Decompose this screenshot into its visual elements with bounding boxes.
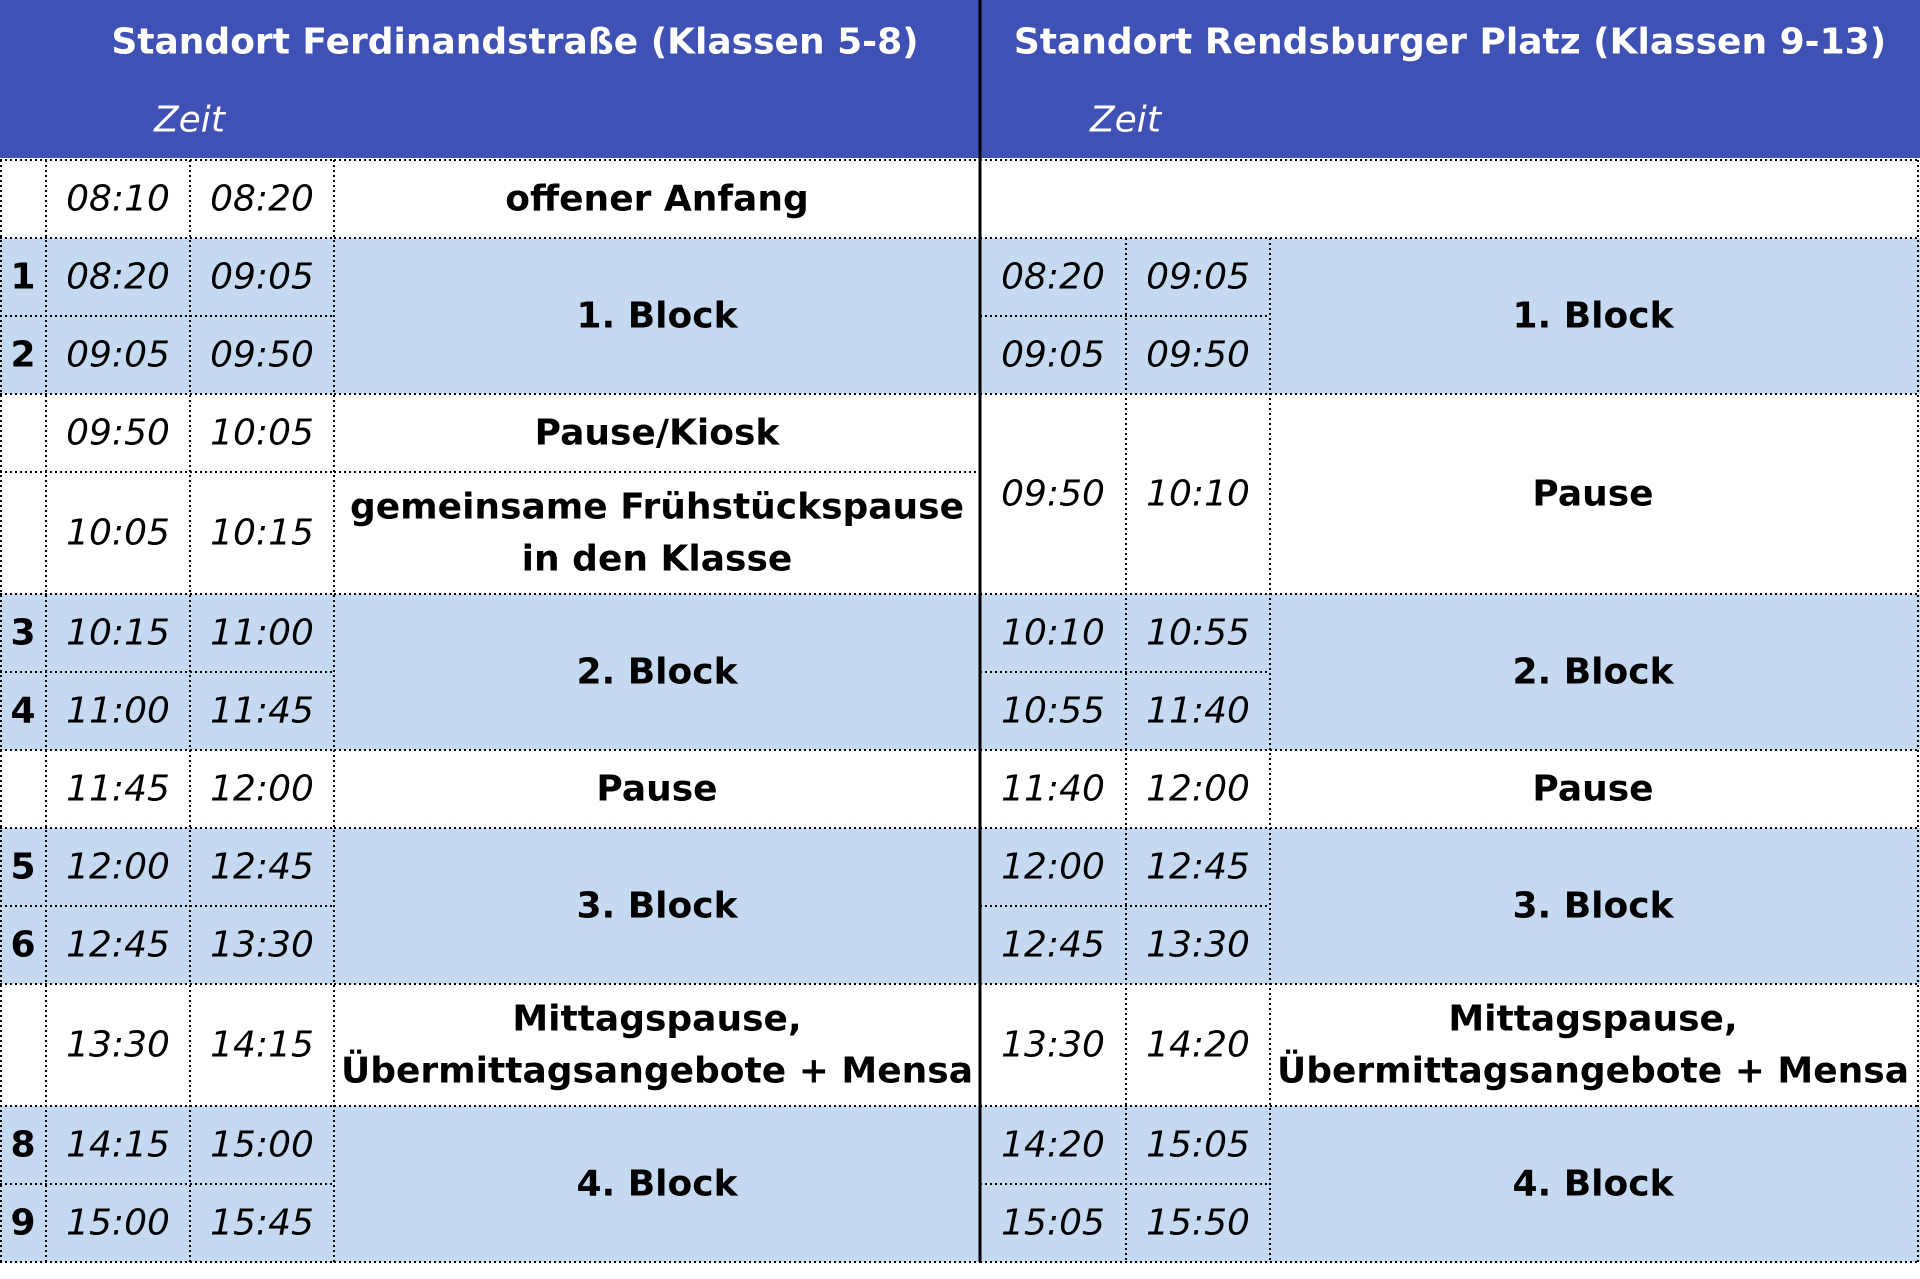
left-block-label: gemeinsame Frühstückspause: [349, 486, 965, 528]
left-block-label: 4. Block: [576, 1163, 738, 1205]
right-block-label: Pause: [1532, 768, 1654, 810]
right-start-time: 11:40: [1001, 768, 1105, 810]
left-time-header: Zeit: [154, 99, 225, 141]
left-start-time: 11:00: [66, 690, 170, 732]
left-end-time: 10:05: [210, 412, 314, 454]
right-block-label: Pause: [1532, 473, 1654, 515]
left-start-time: 12:45: [66, 924, 170, 966]
right-block-label: 4. Block: [1512, 1163, 1674, 1205]
left-block-label: Pause: [596, 768, 718, 810]
right-end-time: 10:55: [1146, 612, 1250, 654]
right-block-label: 1. Block: [1512, 295, 1674, 337]
period-number: 4: [10, 690, 36, 732]
left-end-time: 11:00: [210, 612, 314, 654]
right-block-label: 2. Block: [1512, 651, 1674, 693]
left-end-time: 12:45: [210, 846, 314, 888]
left-end-time: 10:15: [210, 512, 314, 554]
period-number: 9: [10, 1202, 36, 1244]
right-end-time: 15:50: [1146, 1202, 1250, 1244]
right-row-background: [980, 906, 1920, 984]
left-end-time: 09:50: [210, 334, 314, 376]
left-end-time: 11:45: [210, 690, 314, 732]
right-end-time: 15:05: [1146, 1124, 1250, 1166]
right-time-header: Zeit: [1090, 99, 1161, 141]
right-block-label: 3. Block: [1512, 885, 1674, 927]
left-start-time: 12:00: [66, 846, 170, 888]
right-end-time: 09:50: [1146, 334, 1250, 376]
right-start-time: 08:20: [1001, 256, 1105, 298]
period-number: 8: [10, 1124, 36, 1166]
right-end-time: 12:00: [1146, 768, 1250, 810]
right-block-label: Mittagspause,: [1448, 998, 1738, 1040]
left-location-title: Standort Ferdinandstraße (Klassen 5-8): [111, 21, 919, 63]
left-block-label: 1. Block: [576, 295, 738, 337]
period-number: 3: [10, 612, 36, 654]
left-block-label: Pause/Kiosk: [534, 412, 780, 454]
right-row-background: [980, 238, 1920, 316]
left-start-time: 08:20: [66, 256, 170, 298]
left-block-label: Mittagspause,: [512, 998, 802, 1040]
left-start-time: 08:10: [66, 178, 170, 220]
left-end-time: 08:20: [210, 178, 314, 220]
right-end-time: 13:30: [1146, 924, 1250, 966]
right-row-background: [980, 1184, 1920, 1262]
left-start-time: 15:00: [66, 1202, 170, 1244]
right-location-title: Standort Rendsburger Platz (Klassen 9-13): [1013, 21, 1887, 63]
right-start-time: 13:30: [1001, 1024, 1105, 1066]
left-start-time: 09:50: [66, 412, 170, 454]
left-end-time: 13:30: [210, 924, 314, 966]
right-end-time: 14:20: [1146, 1024, 1250, 1066]
right-start-time: 09:50: [1001, 473, 1105, 515]
left-start-time: 10:05: [66, 512, 170, 554]
left-end-time: 12:00: [210, 768, 314, 810]
left-block-label: offener Anfang: [505, 178, 809, 220]
right-end-time: 09:05: [1146, 256, 1250, 298]
left-end-time: 09:05: [210, 256, 314, 298]
right-start-time: 14:20: [1001, 1124, 1105, 1166]
right-start-time: 12:45: [1001, 924, 1105, 966]
left-end-time: 14:15: [210, 1024, 314, 1066]
right-row-background: [980, 160, 1920, 238]
right-start-time: 09:05: [1001, 334, 1105, 376]
period-number: 6: [10, 924, 36, 966]
right-block-label: Übermittagsangebote + Mensa: [1277, 1050, 1909, 1092]
period-number: 5: [10, 846, 36, 888]
right-row-background: [980, 1106, 1920, 1184]
right-row-background: [980, 394, 1920, 594]
left-block-label: 3. Block: [576, 885, 738, 927]
right-start-time: 15:05: [1001, 1202, 1105, 1244]
left-end-time: 15:45: [210, 1202, 314, 1244]
left-block-label: 2. Block: [576, 651, 738, 693]
right-row-background: [980, 316, 1920, 394]
right-end-time: 10:10: [1146, 473, 1250, 515]
left-start-time: 09:05: [66, 334, 170, 376]
period-number: 1: [10, 256, 36, 298]
left-end-time: 15:00: [210, 1124, 314, 1166]
right-end-time: 11:40: [1146, 690, 1250, 732]
left-start-time: 14:15: [66, 1124, 170, 1166]
right-row-background: [980, 828, 1920, 906]
left-block-label: in den Klasse: [521, 538, 793, 580]
left-start-time: 13:30: [66, 1024, 170, 1066]
right-end-time: 12:45: [1146, 846, 1250, 888]
right-start-time: 10:10: [1001, 612, 1105, 654]
right-start-time: 10:55: [1001, 690, 1105, 732]
right-row-background: [980, 672, 1920, 750]
right-row-background: [980, 594, 1920, 672]
left-start-time: 10:15: [66, 612, 170, 654]
right-start-time: 12:00: [1001, 846, 1105, 888]
period-number: 2: [10, 334, 36, 376]
right-row-background: [980, 750, 1920, 828]
left-block-label: Übermittagsangebote + Mensa: [341, 1050, 973, 1092]
left-start-time: 11:45: [66, 768, 170, 810]
